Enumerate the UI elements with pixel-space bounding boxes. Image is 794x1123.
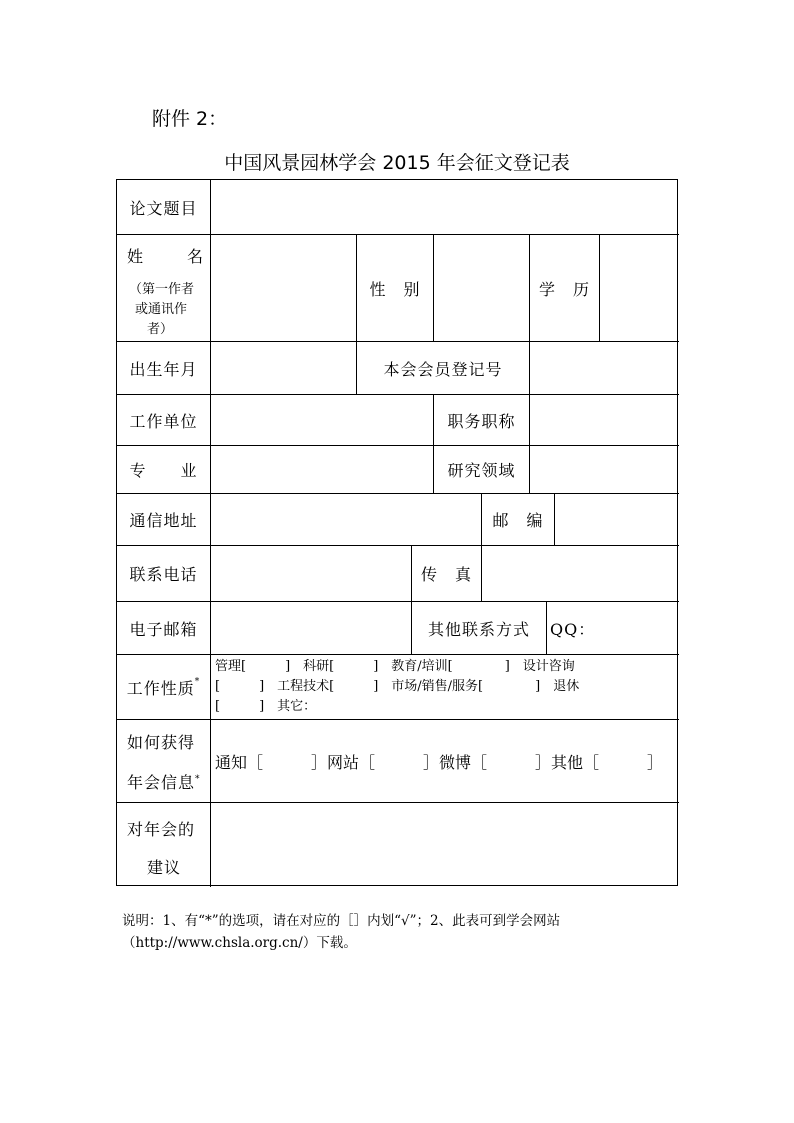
- gender-field[interactable]: [434, 235, 529, 341]
- member-no-field[interactable]: [530, 342, 679, 394]
- work-unit-label: 工作单位: [129, 411, 198, 431]
- email-label: 电子邮箱: [129, 619, 198, 639]
- email-field[interactable]: [211, 602, 411, 654]
- research-label: 研究领域: [447, 461, 516, 480]
- position-field[interactable]: [530, 395, 679, 445]
- how-info-options[interactable]: 通知［ ］网站［ ］微博［ ］其他［ ］: [215, 752, 664, 772]
- name-field[interactable]: [211, 235, 356, 341]
- postcode-field[interactable]: [555, 494, 679, 545]
- note: 说明：1、有“*”的选项，请在对应的［］内划“√”；2、此表可到学会网站 （http://www.chsla.org.cn/）下载。: [122, 913, 561, 951]
- phone-label: 联系电话: [129, 565, 198, 584]
- address-field[interactable]: [211, 494, 481, 545]
- position-label: 职务职称: [447, 411, 516, 431]
- gender-label: 性 别: [369, 279, 421, 299]
- birth-field[interactable]: [211, 342, 356, 394]
- registration-form-table: [116, 179, 678, 886]
- postcode-label: 邮 编: [492, 511, 544, 530]
- education-field[interactable]: [600, 235, 679, 341]
- fax-field[interactable]: [482, 546, 679, 601]
- major-label: 专 业: [129, 461, 198, 480]
- suggestion-label: 对年会的 建议: [127, 820, 196, 877]
- other-contact-label: 其他联系方式: [427, 619, 530, 639]
- member-no-label: 本会会员登记号: [383, 359, 503, 379]
- form-title: 中国风景园林学会 2015 年会征文登记表: [224, 152, 570, 174]
- work-nature-options[interactable]: 管理[ ] 科研[ ] 教育/培训[ ] 设计咨询 [ ] 工程技术[ ] 市场/销售/服务[ ] 退休 [ ] 其它：: [215, 659, 580, 714]
- attachment-label: 附件 2：: [152, 108, 228, 130]
- suggestion-field[interactable]: [211, 803, 679, 887]
- name-label: 姓 名 （第一作者 或通讯作 者）: [127, 247, 204, 337]
- education-label: 学 历: [538, 279, 590, 299]
- major-field[interactable]: [211, 446, 433, 493]
- work-unit-field[interactable]: [211, 395, 433, 445]
- paper-title-label: 论文题目: [129, 198, 198, 218]
- how-info-label: 如何获得 年会信息*: [127, 733, 201, 792]
- work-nature-label: 工作性质 *: [126, 677, 201, 698]
- address-label: 通信地址: [129, 511, 198, 530]
- qq-field[interactable]: QQ：: [550, 619, 596, 639]
- fax-label: 传 真: [420, 565, 472, 584]
- paper-title-field[interactable]: [211, 180, 679, 234]
- research-field[interactable]: [530, 446, 679, 493]
- phone-field[interactable]: [211, 546, 411, 601]
- birth-label: 出生年月: [129, 359, 198, 379]
